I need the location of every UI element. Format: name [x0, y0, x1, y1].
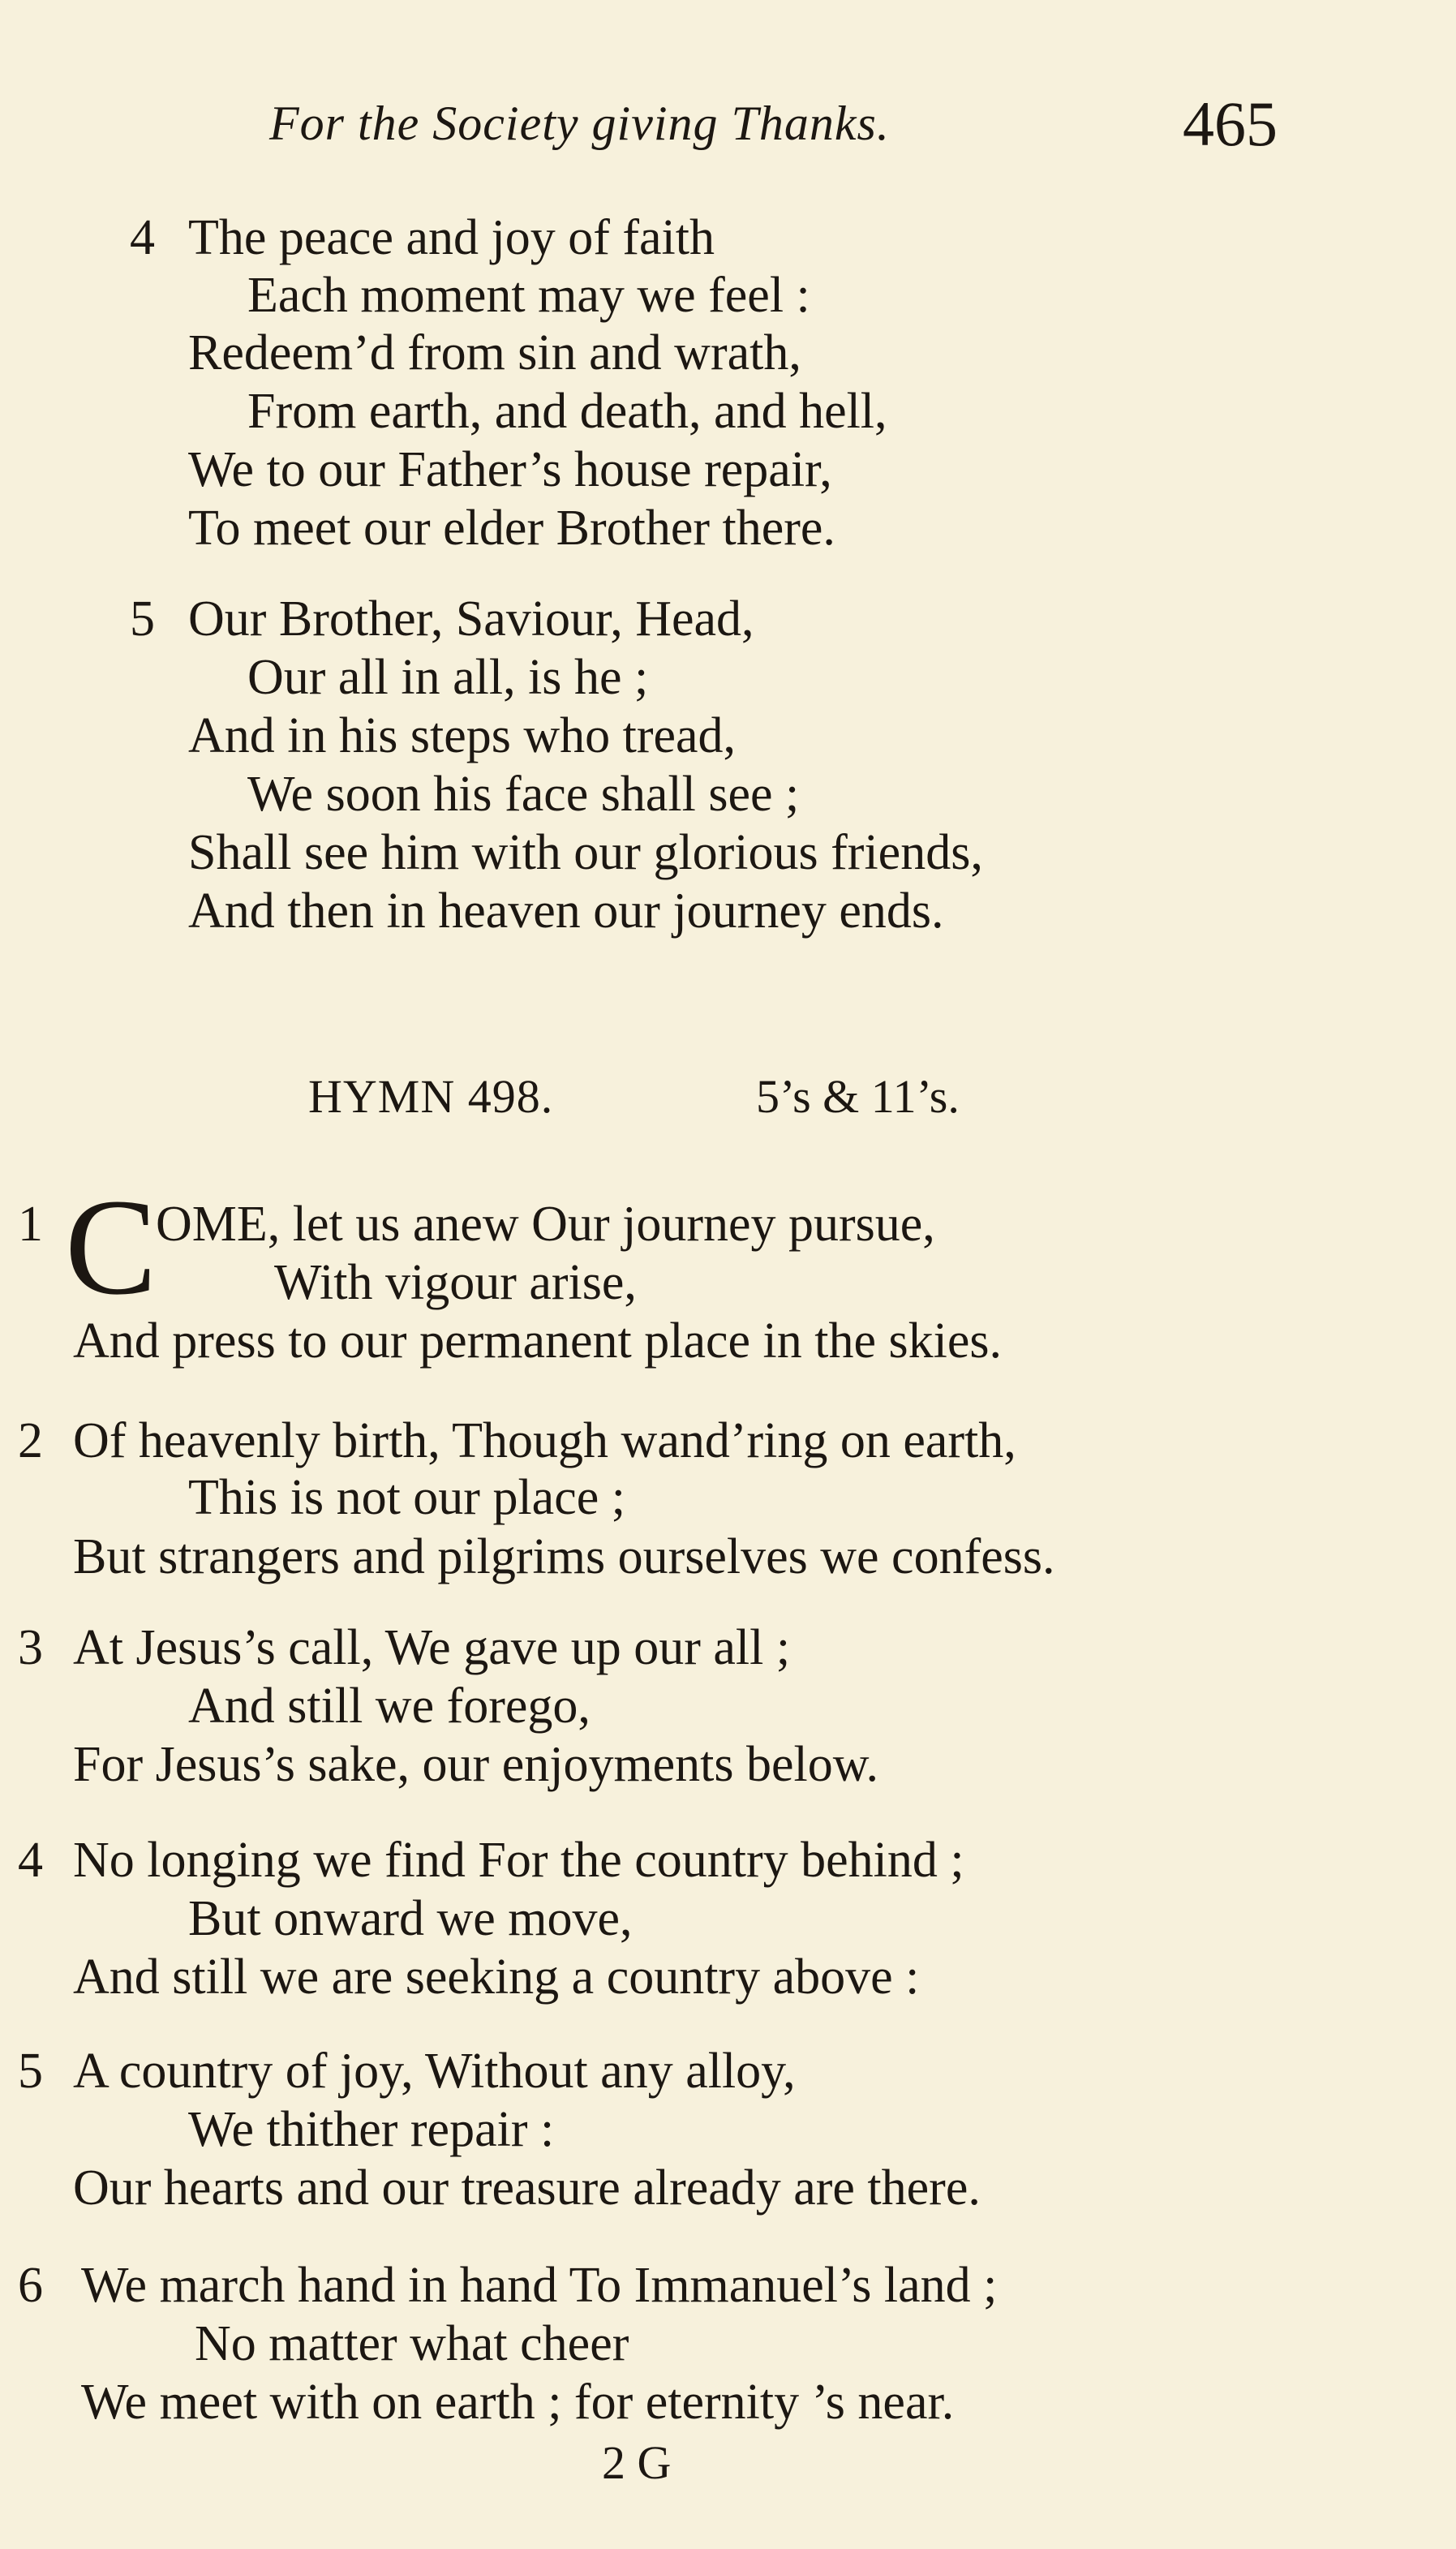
verse-line: A country of joy, Without any alloy,	[73, 2044, 796, 2099]
verse-line: And then in heaven our journey ends.	[188, 883, 944, 939]
verse-line: To meet our elder Brother there.	[188, 501, 835, 556]
verse-line: We meet with on earth ; for eternity ’s near.	[81, 2375, 955, 2430]
running-header: For the Society giving Thanks.	[269, 97, 890, 150]
verse-line: For Jesus’s sake, our enjoyments below.	[73, 1737, 879, 1792]
verse-line: Our all in all, is he ;	[247, 650, 649, 705]
stanza-number: 4	[130, 210, 155, 265]
verse-line: We soon his face shall see ;	[247, 767, 800, 822]
verse-line: Of heavenly birth, Though wand’ring on earth,	[73, 1413, 1016, 1468]
verse-line: From earth, and death, and hell,	[247, 384, 887, 439]
stanza-number: 4	[18, 1833, 43, 1888]
verse-line: And press to our permanent place in the skies.	[73, 1313, 1002, 1369]
verse-line: But onward we move,	[188, 1891, 633, 1946]
page-number: 465	[1183, 88, 1278, 159]
verse-line: And still we are seeking a country above :	[73, 1949, 920, 2005]
verse-line: OME, let us anew Our journey pursue,	[156, 1197, 935, 1252]
verse-line: Our Brother, Saviour, Head,	[188, 591, 754, 647]
verse-line: No matter what cheer	[195, 2316, 629, 2371]
stanza-number: 2	[18, 1413, 43, 1468]
verse-line: Our hearts and our treasure already are there.	[73, 2160, 981, 2216]
verse-line: We thither repair :	[188, 2102, 555, 2157]
verse-line: We to our Father’s house repair,	[188, 442, 832, 497]
stanza-number: 5	[18, 2044, 43, 2099]
stanza-number: 1	[18, 1197, 43, 1252]
stanza-number: 5	[130, 591, 155, 647]
verse-line: The peace and joy of faith	[188, 210, 715, 265]
verse-line: With vigour arise,	[274, 1255, 637, 1310]
verse-line: This is not our place ;	[188, 1470, 625, 1525]
hymn-title: HYMN 498.	[308, 1070, 554, 1123]
hymn-meter: 5’s & 11’s.	[756, 1070, 960, 1123]
drop-cap: C	[65, 1171, 157, 1323]
verse-line: We march hand in hand To Immanuel’s land ;	[81, 2258, 998, 2313]
stanza-number: 3	[18, 1620, 43, 1675]
verse-line: Each moment may we feel :	[247, 268, 810, 323]
signature-mark: 2 G	[602, 2436, 672, 2489]
stanza-number: 6	[18, 2258, 43, 2313]
verse-line: And in his steps who tread,	[188, 708, 737, 763]
verse-line: Redeem’d from sin and wrath,	[188, 325, 801, 380]
verse-line: But strangers and pilgrims ourselves we confess.	[73, 1529, 1055, 1584]
verse-line: No longing we find For the country behind ;	[73, 1833, 964, 1888]
verse-line: At Jesus’s call, We gave up our all ;	[73, 1620, 791, 1675]
verse-line: Shall see him with our glorious friends,	[188, 825, 983, 880]
verse-line: And still we forego,	[188, 1679, 591, 1734]
